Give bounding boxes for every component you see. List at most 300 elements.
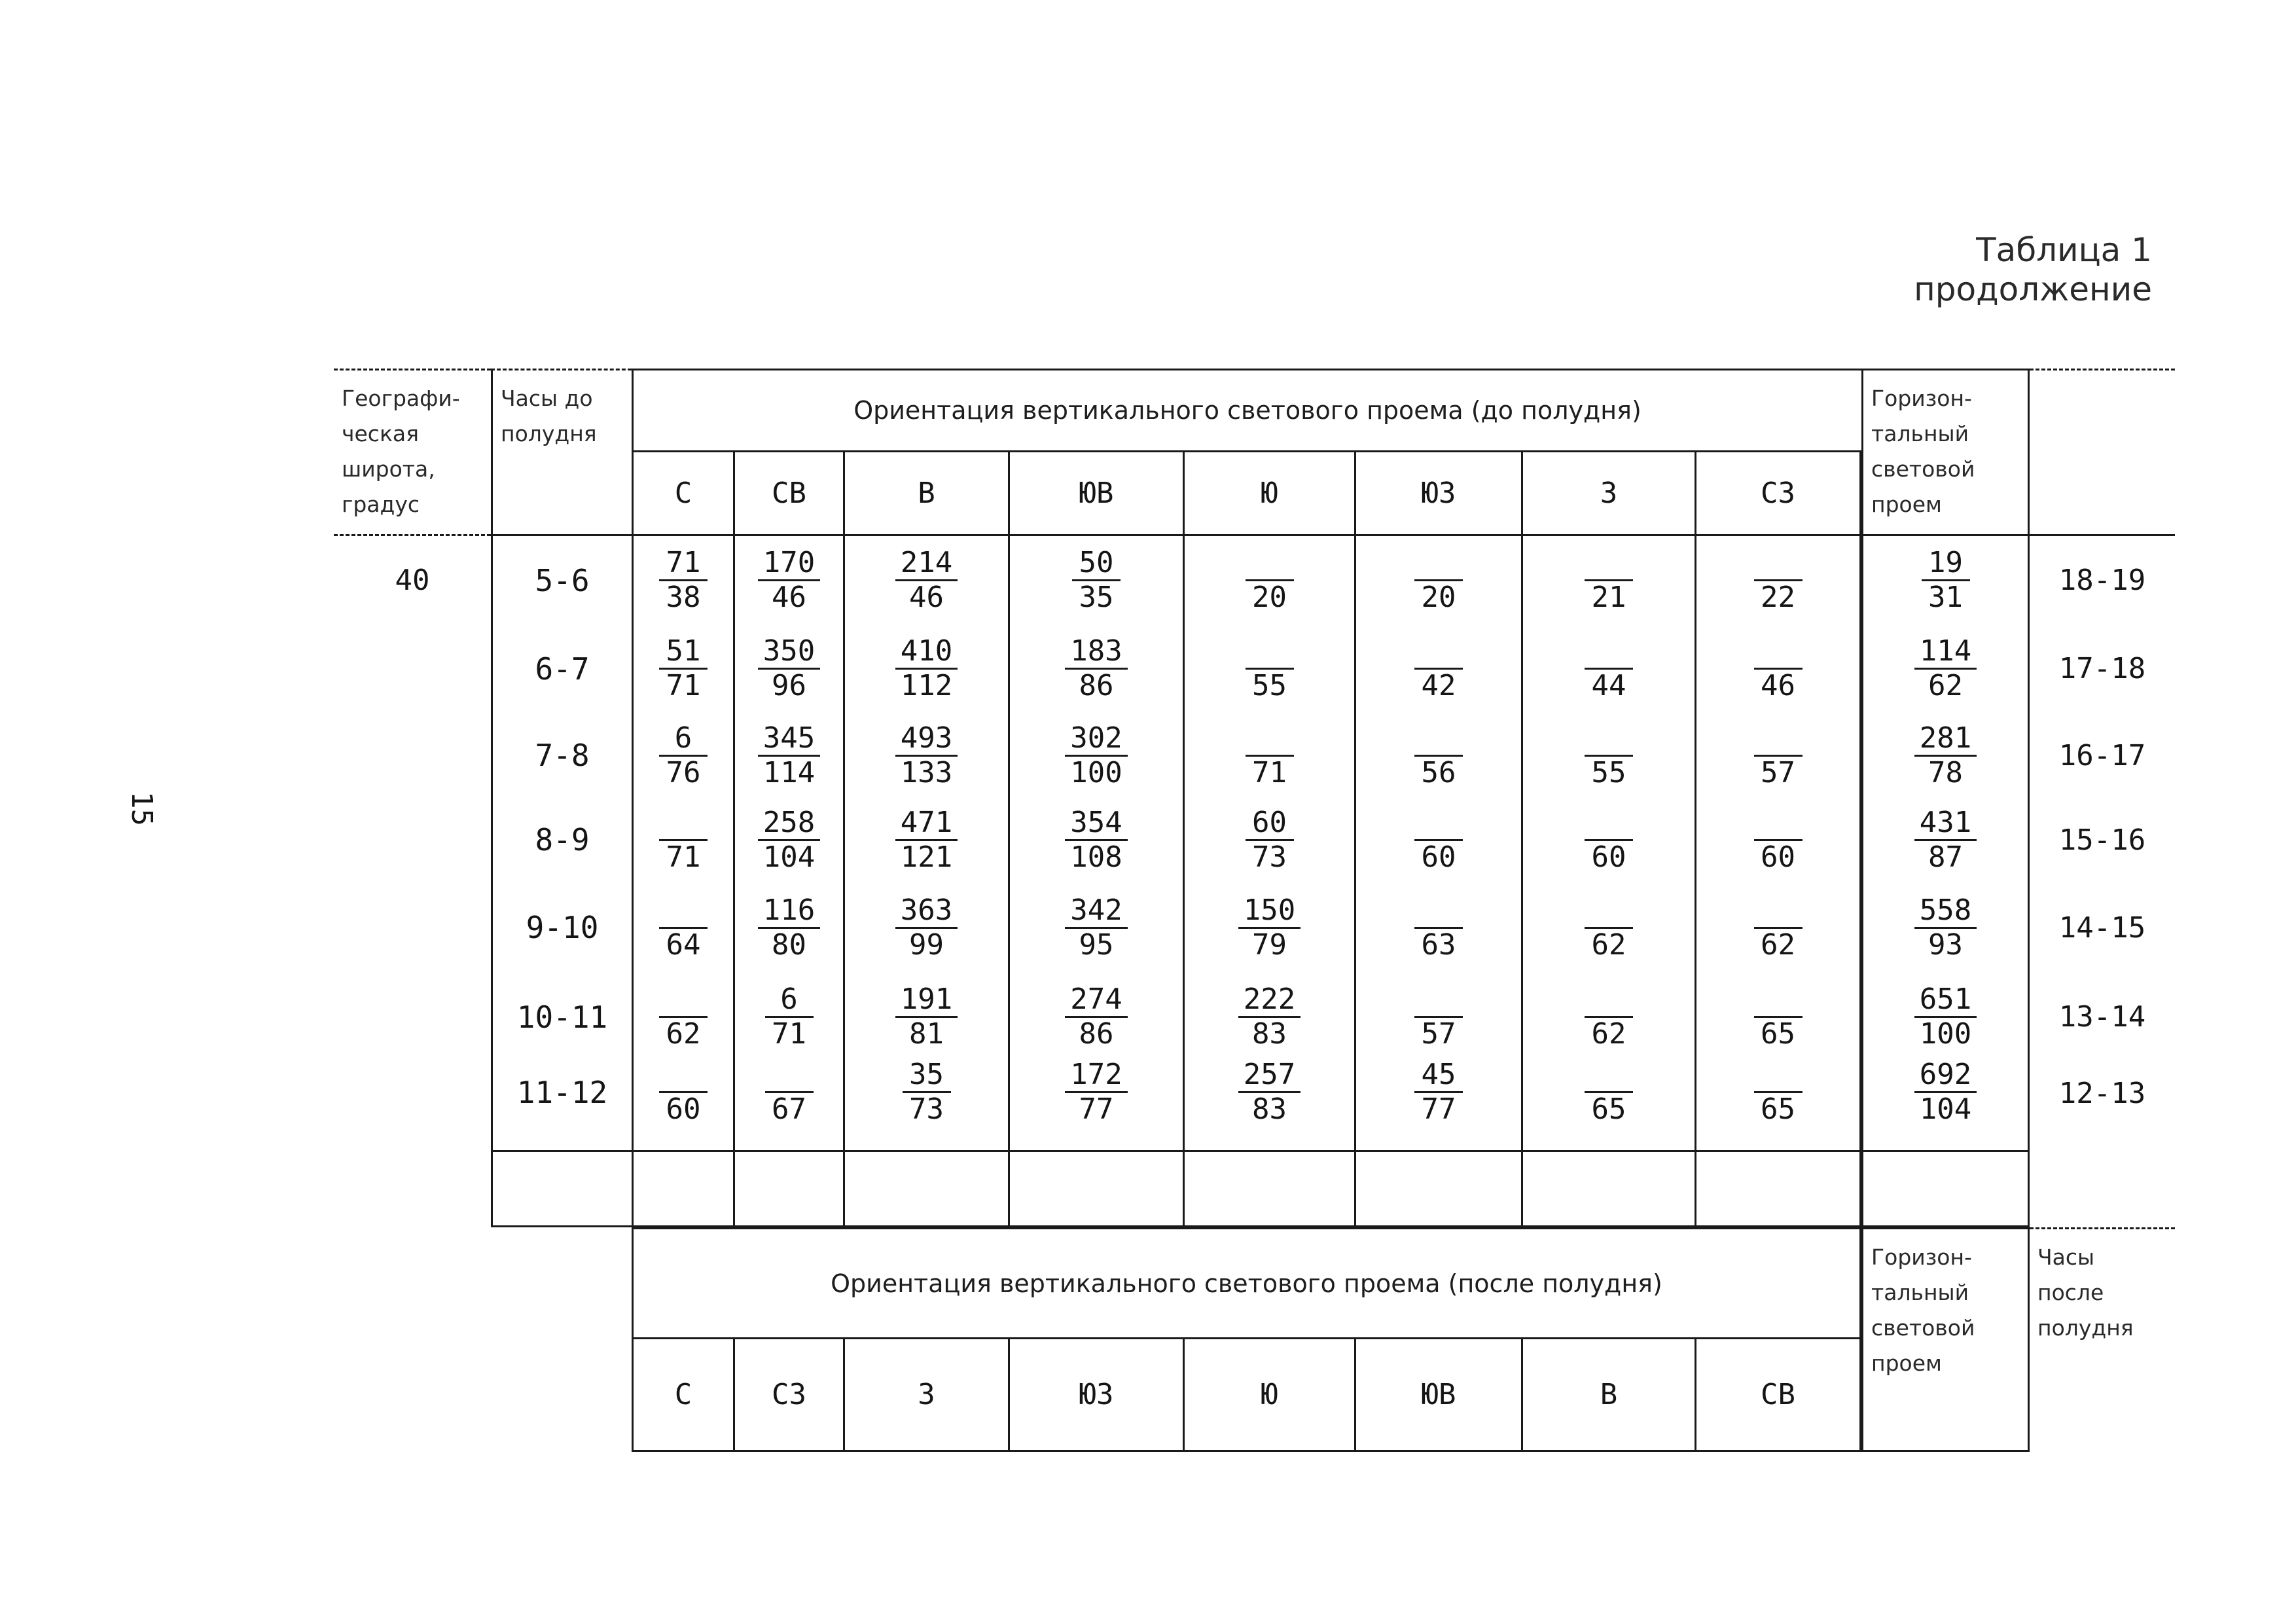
fraction-numerator: 191 bbox=[895, 983, 958, 1018]
latitude-value: 40 bbox=[395, 564, 430, 597]
fraction-numerator: 51 bbox=[659, 635, 708, 670]
data-cell bbox=[843, 536, 1008, 624]
fraction-numerator: 6 bbox=[659, 722, 708, 757]
horizontal-cell bbox=[1861, 624, 2030, 713]
fraction-denominator: 83 bbox=[1252, 1017, 1287, 1051]
fraction-numerator bbox=[1414, 806, 1463, 841]
fraction-value bbox=[1585, 983, 1633, 1051]
data-cell bbox=[632, 1060, 733, 1152]
fraction-value bbox=[1246, 547, 1294, 614]
fraction-value bbox=[758, 547, 820, 614]
fraction-numerator bbox=[1414, 547, 1463, 581]
fraction-denominator: 71 bbox=[1252, 755, 1287, 789]
fraction-denominator: 100 bbox=[1919, 1017, 1972, 1051]
fraction-value bbox=[1065, 983, 1127, 1051]
fraction-denominator: 62 bbox=[1761, 928, 1795, 962]
hour-after: 18-19 bbox=[2058, 564, 2146, 597]
data-cell bbox=[1695, 1060, 1861, 1152]
fraction-denominator: 22 bbox=[1761, 581, 1795, 614]
data-cell bbox=[1008, 713, 1183, 798]
table-spacer bbox=[1861, 1152, 2030, 1227]
fraction-denominator: 100 bbox=[1070, 755, 1122, 789]
fraction-denominator: 78 bbox=[1928, 755, 1963, 789]
fraction-denominator: 95 bbox=[1079, 928, 1114, 962]
table-spacer bbox=[491, 1152, 632, 1227]
fraction-denominator: 31 bbox=[1928, 581, 1963, 614]
orientation-after-7: В bbox=[1521, 1339, 1695, 1452]
fraction-value bbox=[1414, 806, 1463, 874]
data-cell bbox=[1521, 798, 1695, 882]
data-cell bbox=[843, 713, 1008, 798]
fraction-value bbox=[1246, 722, 1294, 789]
fraction-numerator: 222 bbox=[1238, 983, 1300, 1018]
caption-subtitle: продолжение bbox=[1914, 270, 2152, 308]
fraction-numerator: 6 bbox=[765, 983, 814, 1018]
data-cell bbox=[632, 713, 733, 798]
data-cell bbox=[1354, 798, 1521, 882]
fraction-numerator bbox=[1754, 722, 1803, 757]
fraction-denominator: 65 bbox=[1591, 1092, 1626, 1126]
header-horizontal-top: Горизон- тальный световой проем bbox=[1861, 369, 2030, 536]
fraction-denominator: 86 bbox=[1079, 1017, 1114, 1051]
data-cell bbox=[733, 624, 843, 713]
hour-before: 11-12 bbox=[491, 1060, 632, 1152]
data-cell bbox=[1354, 973, 1521, 1060]
fraction-numerator: 354 bbox=[1065, 806, 1127, 841]
fraction-numerator: 35 bbox=[903, 1058, 951, 1093]
fraction-denominator: 46 bbox=[1761, 669, 1795, 702]
fraction-numerator: 114 bbox=[1914, 635, 1977, 670]
horizontal-cell bbox=[1861, 1060, 2030, 1152]
fraction-value bbox=[1238, 1058, 1300, 1126]
fraction-numerator: 281 bbox=[1914, 722, 1977, 757]
orientation-after-2: СЗ bbox=[733, 1339, 843, 1452]
fraction-denominator: 114 bbox=[762, 755, 816, 789]
data-cell bbox=[843, 1060, 1008, 1152]
fraction-numerator: 60 bbox=[1246, 806, 1294, 841]
header-blank bbox=[2030, 369, 2175, 536]
fraction-denominator: 64 bbox=[666, 928, 701, 962]
fraction-value bbox=[895, 983, 958, 1051]
fraction-value bbox=[1414, 983, 1463, 1051]
fraction-denominator: 60 bbox=[666, 1092, 701, 1126]
fraction-value bbox=[1585, 894, 1633, 962]
fraction-numerator: 471 bbox=[895, 806, 958, 841]
fraction-denominator: 35 bbox=[1079, 581, 1114, 614]
data-cell bbox=[843, 973, 1008, 1060]
table-spacer bbox=[733, 1152, 843, 1227]
data-cell bbox=[1354, 536, 1521, 624]
fraction-numerator: 274 bbox=[1065, 983, 1127, 1018]
orientation-before-1: С bbox=[632, 452, 733, 536]
fraction-value bbox=[1065, 806, 1127, 874]
fraction-denominator: 81 bbox=[909, 1017, 944, 1051]
horizontal-cell bbox=[1861, 798, 2030, 882]
fraction-value bbox=[758, 894, 820, 962]
fraction-denominator: 60 bbox=[1421, 840, 1456, 874]
fraction-value bbox=[659, 894, 708, 962]
orientation-before-5: Ю bbox=[1183, 452, 1354, 536]
fraction-value bbox=[1585, 547, 1633, 614]
data-cell bbox=[1695, 882, 1861, 973]
fraction-numerator bbox=[1246, 722, 1294, 757]
fraction-value bbox=[659, 983, 708, 1051]
orientation-before-6: ЮЗ bbox=[1354, 452, 1521, 536]
data-cell bbox=[1521, 882, 1695, 973]
fraction-denominator: 57 bbox=[1421, 1017, 1456, 1051]
fraction-denominator: 55 bbox=[1591, 755, 1626, 789]
fraction-value bbox=[1414, 635, 1463, 702]
data-cell bbox=[733, 973, 843, 1060]
fraction-value bbox=[758, 806, 820, 874]
fraction-numerator: 45 bbox=[1414, 1058, 1463, 1093]
fraction-value bbox=[1754, 806, 1803, 874]
table-spacer bbox=[1521, 1152, 1695, 1227]
hour-after: 13-14 bbox=[2058, 1000, 2146, 1034]
table-spacer bbox=[632, 1152, 733, 1227]
table-spacer bbox=[1695, 1152, 1861, 1227]
data-cell bbox=[1521, 973, 1695, 1060]
data-cell bbox=[843, 882, 1008, 973]
fraction-numerator bbox=[1414, 722, 1463, 757]
data-cell bbox=[1008, 1060, 1183, 1152]
fraction-numerator bbox=[1754, 635, 1803, 670]
data-table bbox=[334, 369, 2175, 1452]
fraction-numerator bbox=[659, 983, 708, 1018]
fraction-numerator bbox=[659, 806, 708, 841]
fraction-numerator bbox=[1754, 983, 1803, 1018]
fraction-value bbox=[765, 1058, 814, 1126]
header-latitude: Географи- ческая широта, градус bbox=[334, 369, 491, 536]
orientation-after-3: З bbox=[843, 1339, 1008, 1452]
fraction-numerator: 116 bbox=[758, 894, 820, 929]
fraction-numerator bbox=[1585, 894, 1633, 929]
fraction-denominator: 65 bbox=[1761, 1017, 1795, 1051]
fraction-denominator: 77 bbox=[1421, 1092, 1456, 1126]
data-cell bbox=[1183, 536, 1354, 624]
fraction-numerator bbox=[659, 894, 708, 929]
data-cell bbox=[1354, 713, 1521, 798]
data-cell bbox=[1354, 882, 1521, 973]
fraction-value bbox=[659, 547, 708, 614]
fraction-value bbox=[1914, 806, 1977, 874]
data-cell bbox=[1521, 713, 1695, 798]
fraction-value bbox=[1072, 547, 1121, 614]
hour-before: 8-9 bbox=[491, 798, 632, 882]
data-cell bbox=[1008, 536, 1183, 624]
fraction-denominator: 62 bbox=[1591, 1017, 1626, 1051]
hour-before: 9-10 bbox=[491, 882, 632, 973]
fraction-denominator: 99 bbox=[909, 928, 944, 962]
fraction-denominator: 21 bbox=[1591, 581, 1626, 614]
fraction-denominator: 80 bbox=[772, 928, 806, 962]
fraction-denominator: 65 bbox=[1761, 1092, 1795, 1126]
fraction-denominator: 62 bbox=[1928, 669, 1963, 702]
fraction-numerator: 558 bbox=[1914, 894, 1977, 929]
header-hours-after: Часы после полудня bbox=[2030, 1227, 2175, 1452]
data-cell bbox=[1521, 624, 1695, 713]
fraction-value bbox=[1065, 1058, 1127, 1126]
fraction-denominator: 38 bbox=[666, 581, 701, 614]
data-cell bbox=[1695, 973, 1861, 1060]
fraction-denominator: 79 bbox=[1252, 928, 1287, 962]
hour-after: 17-18 bbox=[2058, 652, 2146, 685]
table-spacer bbox=[1183, 1152, 1354, 1227]
fraction-value bbox=[1238, 894, 1300, 962]
fraction-numerator bbox=[1585, 1058, 1633, 1093]
fraction-denominator: 20 bbox=[1421, 581, 1456, 614]
orientation-before-7: З bbox=[1521, 452, 1695, 536]
data-cell bbox=[1183, 1060, 1354, 1152]
fraction-denominator: 62 bbox=[666, 1017, 701, 1051]
fraction-value bbox=[1754, 722, 1803, 789]
data-cell bbox=[1695, 713, 1861, 798]
hour-before: 6-7 bbox=[491, 624, 632, 713]
fraction-numerator: 651 bbox=[1914, 983, 1977, 1018]
fraction-value bbox=[1914, 983, 1977, 1051]
header-orientation-before: Ориентация вертикального светового проема (до полудня) bbox=[632, 369, 1861, 452]
data-cell bbox=[1008, 973, 1183, 1060]
fraction-denominator: 133 bbox=[900, 755, 953, 789]
fraction-denominator: 71 bbox=[772, 1017, 806, 1051]
fraction-denominator: 93 bbox=[1928, 928, 1963, 962]
fraction-denominator: 104 bbox=[762, 840, 816, 874]
fraction-value bbox=[1922, 547, 1970, 614]
fraction-numerator bbox=[1585, 983, 1633, 1018]
fraction-value bbox=[1246, 635, 1294, 702]
fraction-numerator: 302 bbox=[1065, 722, 1127, 757]
fraction-value bbox=[903, 1058, 951, 1126]
fraction-numerator bbox=[1754, 806, 1803, 841]
fraction-denominator: 96 bbox=[772, 669, 806, 702]
hour-after: 14-15 bbox=[2058, 911, 2146, 945]
fraction-value bbox=[1414, 722, 1463, 789]
fraction-denominator: 57 bbox=[1761, 755, 1795, 789]
fraction-denominator: 60 bbox=[1591, 840, 1626, 874]
fraction-value bbox=[659, 1058, 708, 1126]
fraction-denominator: 121 bbox=[900, 840, 953, 874]
fraction-denominator: 83 bbox=[1252, 1092, 1287, 1126]
data-cell bbox=[632, 973, 733, 1060]
fraction-denominator: 104 bbox=[1919, 1092, 1972, 1126]
fraction-numerator: 170 bbox=[758, 547, 820, 581]
fraction-numerator bbox=[765, 1058, 814, 1093]
hour-before: 10-11 bbox=[491, 973, 632, 1060]
fraction-denominator: 76 bbox=[666, 755, 701, 789]
fraction-numerator: 431 bbox=[1914, 806, 1977, 841]
data-cell bbox=[632, 536, 733, 624]
fraction-value bbox=[1065, 635, 1127, 702]
fraction-value bbox=[1414, 547, 1463, 614]
fraction-denominator: 20 bbox=[1252, 581, 1287, 614]
fraction-value bbox=[659, 635, 708, 702]
table-spacer bbox=[1354, 1152, 1521, 1227]
fraction-numerator: 183 bbox=[1065, 635, 1127, 670]
data-cell bbox=[1354, 1060, 1521, 1152]
fraction-value bbox=[1914, 635, 1977, 702]
table-spacer bbox=[1008, 1152, 1183, 1227]
fraction-numerator: 345 bbox=[758, 722, 820, 757]
fraction-value bbox=[1065, 722, 1127, 789]
fraction-value bbox=[1754, 635, 1803, 702]
hour-after: 12-13 bbox=[2058, 1076, 2146, 1110]
fraction-value bbox=[1914, 894, 1977, 962]
fraction-value bbox=[765, 983, 814, 1051]
fraction-numerator bbox=[659, 1058, 708, 1093]
fraction-numerator: 363 bbox=[895, 894, 958, 929]
fraction-numerator: 493 bbox=[895, 722, 958, 757]
data-cell bbox=[1695, 798, 1861, 882]
fraction-value bbox=[1754, 983, 1803, 1051]
fraction-value bbox=[1754, 894, 1803, 962]
horizontal-cell bbox=[1861, 713, 2030, 798]
orientation-after-1: С bbox=[632, 1339, 733, 1452]
data-cell bbox=[843, 798, 1008, 882]
fraction-numerator bbox=[1754, 1058, 1803, 1093]
fraction-numerator bbox=[1585, 635, 1633, 670]
fraction-denominator: 55 bbox=[1252, 669, 1287, 702]
fraction-denominator: 62 bbox=[1591, 928, 1626, 962]
data-cell bbox=[1008, 798, 1183, 882]
fraction-value bbox=[1414, 1058, 1463, 1126]
orientation-before-2: СВ bbox=[733, 452, 843, 536]
fraction-value bbox=[659, 806, 708, 874]
data-cell bbox=[843, 624, 1008, 713]
data-cell bbox=[632, 624, 733, 713]
fraction-numerator: 50 bbox=[1072, 547, 1121, 581]
fraction-numerator: 150 bbox=[1238, 894, 1300, 929]
data-cell bbox=[1183, 973, 1354, 1060]
fraction-numerator bbox=[1754, 547, 1803, 581]
fraction-denominator: 46 bbox=[772, 581, 806, 614]
fraction-numerator bbox=[1246, 635, 1294, 670]
fraction-numerator: 257 bbox=[1238, 1058, 1300, 1093]
page-number: 15 bbox=[124, 791, 158, 826]
data-cell bbox=[632, 882, 733, 973]
fraction-denominator: 108 bbox=[1070, 840, 1122, 874]
fraction-numerator bbox=[1414, 894, 1463, 929]
data-cell bbox=[733, 1060, 843, 1152]
fraction-numerator bbox=[1585, 547, 1633, 581]
fraction-denominator: 42 bbox=[1421, 669, 1456, 702]
fraction-denominator: 60 bbox=[1761, 840, 1795, 874]
table-caption bbox=[1914, 230, 2152, 309]
fraction-denominator: 71 bbox=[666, 669, 701, 702]
fraction-denominator: 86 bbox=[1079, 669, 1114, 702]
header-orientation-after: Ориентация вертикального светового проема (после полудня) bbox=[632, 1227, 1861, 1339]
hour-after: 16-17 bbox=[2058, 738, 2146, 772]
fraction-numerator bbox=[1414, 983, 1463, 1018]
fraction-numerator: 258 bbox=[758, 806, 820, 841]
data-cell bbox=[1695, 624, 1861, 713]
data-cell bbox=[1008, 882, 1183, 973]
fraction-numerator: 71 bbox=[659, 547, 708, 581]
fraction-value bbox=[1585, 722, 1633, 789]
fraction-value bbox=[758, 722, 820, 789]
orientation-after-6: ЮВ bbox=[1354, 1339, 1521, 1452]
fraction-numerator: 19 bbox=[1922, 547, 1970, 581]
fraction-value bbox=[1585, 635, 1633, 702]
fraction-denominator: 77 bbox=[1079, 1092, 1114, 1126]
fraction-numerator bbox=[1754, 894, 1803, 929]
fraction-value bbox=[1914, 1058, 1977, 1126]
orientation-before-3: В bbox=[843, 452, 1008, 536]
fraction-numerator bbox=[1414, 635, 1463, 670]
fraction-value bbox=[895, 806, 958, 874]
fraction-numerator: 214 bbox=[895, 547, 958, 581]
data-cell bbox=[733, 798, 843, 882]
data-cell bbox=[632, 798, 733, 882]
hour-before: 5-6 bbox=[491, 536, 632, 624]
caption-title: Таблица 1 bbox=[1976, 231, 2152, 269]
fraction-numerator bbox=[1246, 547, 1294, 581]
fraction-denominator: 73 bbox=[1252, 840, 1287, 874]
hour-after: 15-16 bbox=[2058, 823, 2146, 857]
header-hours-before: Часы до полудня bbox=[491, 369, 632, 536]
fraction-value bbox=[1585, 806, 1633, 874]
orientation-after-4: ЮЗ bbox=[1008, 1339, 1183, 1452]
fraction-numerator: 172 bbox=[1065, 1058, 1127, 1093]
data-cell bbox=[1521, 1060, 1695, 1152]
fraction-value bbox=[895, 547, 958, 614]
fraction-value bbox=[1414, 894, 1463, 962]
fraction-denominator: 71 bbox=[666, 840, 701, 874]
data-cell bbox=[1183, 882, 1354, 973]
fraction-value bbox=[1246, 806, 1294, 874]
fraction-value bbox=[895, 894, 958, 962]
fraction-value bbox=[1238, 983, 1300, 1051]
orientation-after-5: Ю bbox=[1183, 1339, 1354, 1452]
fraction-denominator: 63 bbox=[1421, 928, 1456, 962]
fraction-value bbox=[895, 635, 958, 702]
fraction-numerator: 692 bbox=[1914, 1058, 1977, 1093]
orientation-after-8: СВ bbox=[1695, 1339, 1861, 1452]
data-cell bbox=[1183, 713, 1354, 798]
fraction-numerator bbox=[1585, 806, 1633, 841]
table-spacer bbox=[843, 1152, 1008, 1227]
fraction-value bbox=[1754, 1058, 1803, 1126]
fraction-denominator: 87 bbox=[1928, 840, 1963, 874]
header-horizontal-bottom: Горизон- тальный световой проем bbox=[1861, 1227, 2030, 1452]
data-cell bbox=[1695, 536, 1861, 624]
fraction-numerator: 410 bbox=[895, 635, 958, 670]
fraction-denominator: 112 bbox=[900, 669, 953, 702]
data-cell bbox=[733, 713, 843, 798]
horizontal-cell bbox=[1861, 973, 2030, 1060]
fraction-value bbox=[758, 635, 820, 702]
fraction-value bbox=[1754, 547, 1803, 614]
data-cell bbox=[1008, 624, 1183, 713]
fraction-value bbox=[1065, 894, 1127, 962]
fraction-denominator: 67 bbox=[772, 1092, 806, 1126]
fraction-denominator: 56 bbox=[1421, 755, 1456, 789]
fraction-value bbox=[895, 722, 958, 789]
data-cell bbox=[1183, 798, 1354, 882]
fraction-denominator: 73 bbox=[909, 1092, 944, 1126]
fraction-numerator: 350 bbox=[758, 635, 820, 670]
horizontal-cell bbox=[1861, 536, 2030, 624]
fraction-value bbox=[659, 722, 708, 789]
fraction-denominator: 44 bbox=[1591, 669, 1626, 702]
fraction-value bbox=[1585, 1058, 1633, 1126]
orientation-before-4: ЮВ bbox=[1008, 452, 1183, 536]
orientation-before-8: СЗ bbox=[1695, 452, 1861, 536]
horizontal-cell bbox=[1861, 882, 2030, 973]
fraction-value bbox=[1914, 722, 1977, 789]
data-cell bbox=[1183, 624, 1354, 713]
fraction-numerator: 342 bbox=[1065, 894, 1127, 929]
hour-before: 7-8 bbox=[491, 713, 632, 798]
